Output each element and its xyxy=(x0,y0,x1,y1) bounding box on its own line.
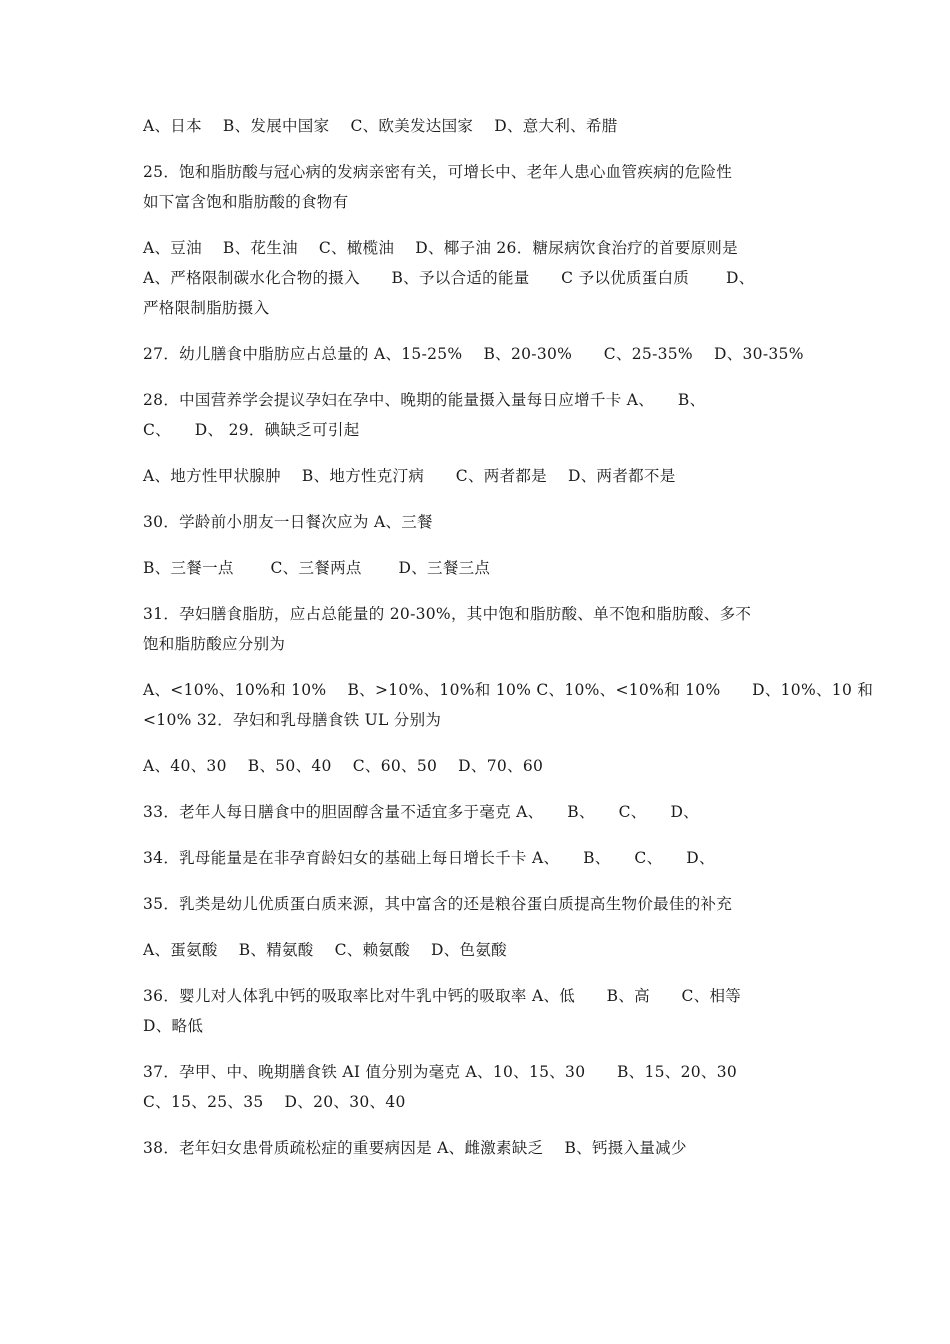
text-line: 严格限制脂肪摄入 xyxy=(143,299,270,317)
question-38 xyxy=(143,1133,813,1163)
question-26 xyxy=(143,233,813,323)
answer-options-24 xyxy=(143,111,813,141)
text-line: 27．幼儿膳食中脂肪应占总量的 A、15-25% B、20-30% C、25-35% D、30-35% xyxy=(143,345,804,363)
answer-options-32 xyxy=(143,751,813,781)
answer-options-29 xyxy=(143,461,813,491)
text-line: 28．中国营养学会提议孕妇在孕中、晚期的能量摄入量每日应增千卡 A、 B、 xyxy=(143,391,706,409)
question-32 xyxy=(143,675,874,735)
text-line: 31．孕妇膳食脂肪，应占总能量的 20-30%，其中饱和脂肪酸、单不饱和脂肪酸、多不 xyxy=(143,605,752,623)
text-line: A、地方性甲状腺肿 B、地方性克汀病 C、两者都是 D、两者都不是 xyxy=(143,467,676,485)
text-line: A、豆油 B、花生油 C、橄榄油 D、椰子油 26．糖尿病饮食治疗的首要原则是 xyxy=(143,239,738,257)
question-25 xyxy=(143,157,813,217)
text-line: 30．学龄前小朋友一日餐次应为 A、三餐 xyxy=(143,513,433,531)
text-line: C、15、25、35 D、20、30、40 xyxy=(143,1093,406,1111)
text-line: 36．婴儿对人体乳中钙的吸取率比对牛乳中钙的吸取率 A、低 B、高 C、相等 xyxy=(143,987,742,1005)
question-34 xyxy=(143,843,813,873)
text-line: 35．乳类是幼儿优质蛋白质来源，其中富含的还是粮谷蛋白质提高生物价最佳的补充 xyxy=(143,895,733,913)
question-33 xyxy=(143,797,813,827)
question-36 xyxy=(143,981,813,1041)
question-37 xyxy=(143,1057,813,1117)
text-line: 如下富含饱和脂肪酸的食物有 xyxy=(143,193,349,211)
question-30 xyxy=(143,507,813,537)
text-line: 38．老年妇女患骨质疏松症的重要病因是 A、雌激素缺乏 B、钙摄入量减少 xyxy=(143,1139,687,1157)
text-line: A、日本 B、发展中国家 C、欧美发达国家 D、意大利、希腊 xyxy=(143,117,618,135)
text-line: <10% 32．孕妇和乳母膳食铁 UL 分别为 xyxy=(143,711,442,729)
text-line: 饱和脂肪酸应分别为 xyxy=(143,635,286,653)
question-27 xyxy=(143,339,813,369)
question-28 xyxy=(143,385,813,445)
text-line: A、<10%、10%和 10% B、>10%、10%和 10% C、10%、<10%和 10% D、10%、10 和 xyxy=(143,681,874,699)
answer-options-35 xyxy=(143,935,813,965)
text-line: A、严格限制碳水化合物的摄入 B、予以合适的能量 C 予以优质蛋白质 D、 xyxy=(143,269,755,287)
text-line: 34．乳母能量是在非孕育龄妇女的基础上每日增长千卡 A、 B、 C、 D、 xyxy=(143,849,715,867)
text-line: D、略低 xyxy=(143,1017,204,1035)
text-line: A、蛋氨酸 B、精氨酸 C、赖氨酸 D、色氨酸 xyxy=(143,941,507,959)
answer-options-30 xyxy=(143,553,813,583)
text-line: 33．老年人每日膳食中的胆固醇含量不适宜多于毫克 A、 B、 C、 D、 xyxy=(143,803,699,821)
question-31 xyxy=(143,599,813,659)
question-35 xyxy=(143,889,813,919)
text-line: C、 D、 29．碘缺乏可引起 xyxy=(143,421,360,439)
text-line: A、40、30 B、50、40 C、60、50 D、70、60 xyxy=(143,757,544,775)
text-line: 37．孕甲、中、晚期膳食铁 AI 值分别为毫克 A、10、15、30 B、15、20、30 xyxy=(143,1063,738,1081)
text-line: 25．饱和脂肪酸与冠心病的发病亲密有关，可增长中、老年人患心血管疾病的危险性 xyxy=(143,163,733,181)
text-line: B、三餐一点 C、三餐两点 D、三餐三点 xyxy=(143,559,491,577)
